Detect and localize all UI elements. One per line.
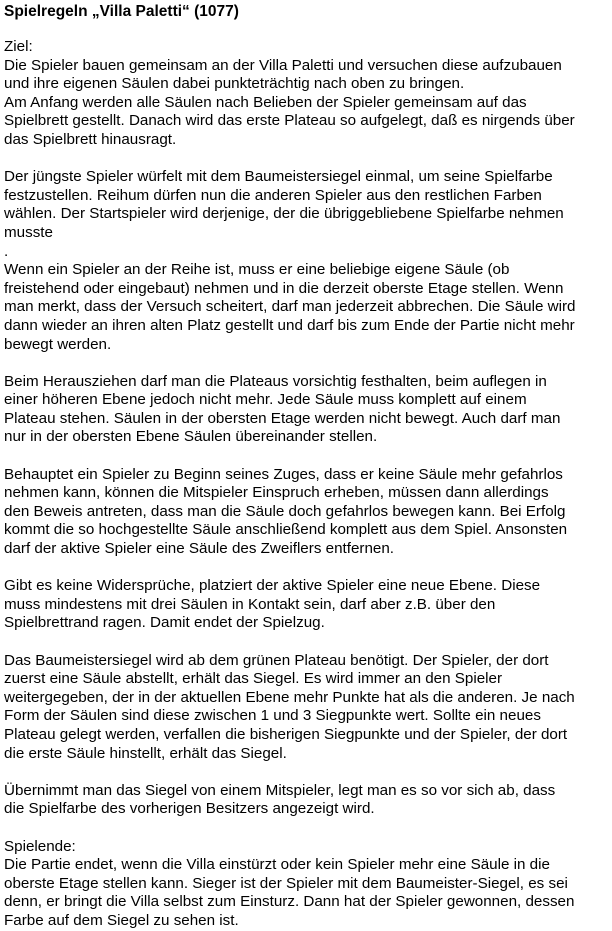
text-line: Spielbrett gestellt. Danach wird das erste Plateau so aufgelegt, daß es nirgends über — [4, 112, 575, 130]
text-line: zuerst eine Säule abstellt, erhält das Siegel. Es wird immer an den Spieler — [4, 670, 503, 688]
paragraph — [4, 838, 610, 931]
text-line: Beim Herausziehen darf man die Plateaus vorsichtig festhalten, beim auflegen in — [4, 372, 547, 390]
text-line: die Spielfarbe des vorherigen Besitzers angezeigt wird. — [4, 800, 375, 818]
paragraph-gap — [4, 559, 610, 578]
text-line: Farbe auf dem Siegel zu sehen ist. — [4, 911, 239, 929]
paragraph — [4, 652, 610, 764]
text-line: denn, er bringt die Villa selbst zum Einsturz. Dann hat der Spieler gewonnen, dessen — [4, 893, 575, 911]
text-line: darf der aktive Spieler eine Säule des Zweiflers entfernen. — [4, 540, 395, 558]
paragraph — [4, 466, 610, 559]
text-line: Am Anfang werden alle Säulen nach Belieben der Spieler gemeinsam auf das — [4, 93, 527, 111]
text-line: Plateau stehen. Säulen in der obersten Etage werden nicht bewegt. Auch darf man — [4, 409, 561, 427]
rules-document — [4, 0, 610, 931]
text-line: festzustellen. Reihum dürfen nun die anderen Spieler aus den restlichen Farben — [4, 186, 542, 204]
text-line: Spielbrettrand ragen. Damit endet der Spielzug. — [4, 614, 325, 632]
text-line: Die Partie endet, wenn die Villa einstürzt oder kein Spieler mehr eine Säule in die — [4, 856, 550, 874]
text-line: nur in der obersten Ebene Säulen übereinander stellen. — [4, 428, 378, 446]
text-line: freistehend oder eingebaut) nehmen und in die derzeit oberste Etage stellen. Wenn — [4, 279, 564, 297]
text-line: nehmen kann, können die Mitspieler Einspruch erheben, müssen dann allerdings — [4, 484, 549, 502]
text-line: einer höheren Ebene jedoch nicht mehr. Jede Säule muss komplett auf einem — [4, 391, 527, 409]
text-line: Das Baumeistersiegel wird ab dem grünen Plateau benötigt. Der Spieler, der dort — [4, 651, 549, 669]
text-line: bewegt werden. — [4, 335, 112, 353]
text-line: Ziel: — [4, 38, 33, 55]
text-line: wählen. Der Startspieler wird derjenige, der die übriggebliebene Spielfarbe nehmen — [4, 205, 564, 223]
text-line: Behauptet ein Spieler zu Beginn seines Zuges, dass er keine Säule mehr gefahrlos — [4, 465, 563, 483]
paragraph-gap — [4, 447, 610, 466]
text-line: Der jüngste Spieler würfelt mit dem Baumeistersiegel einmal, um seine Spielfarbe — [4, 168, 553, 186]
text-line: Spielende: — [4, 837, 76, 855]
text-line: . — [4, 242, 9, 260]
text-line: muss mindestens mit drei Säulen in Kontakt sein, darf aber z.B. über den — [4, 595, 496, 613]
paragraph — [4, 38, 610, 150]
paragraph — [4, 373, 610, 447]
text-line: dann wieder an ihren alten Platz gestellt und darf bis zum Ende der Partie nicht mehr — [4, 316, 575, 334]
text-line: die erste Säule hinstellt, erhält das Siegel. — [4, 744, 287, 762]
text-line: oberste Etage stellen kann. Sieger ist der Spieler mit dem Baumeister-Siegel, es sei — [4, 874, 568, 892]
paragraph — [4, 782, 610, 819]
text-line: Form der Säulen sind diese zwischen 1 und 3 Siegpunkte wert. Sollte ein neues — [4, 707, 541, 725]
paragraph — [4, 168, 610, 354]
document-body — [4, 38, 610, 931]
text-line: kommt die so hochgestellte Säule anschließend komplett aus dem Spiel. Ansonsten — [4, 521, 568, 539]
paragraph-gap — [4, 354, 610, 373]
text-line: Wenn ein Spieler an der Reihe ist, muss er eine beliebige eigene Säule (ob — [4, 261, 510, 279]
text-line: Gibt es keine Widersprüche, platziert der aktive Spieler eine neue Ebene. Diese — [4, 577, 541, 595]
text-line: Übernimmt man das Siegel von einem Mitspieler, legt man es so vor sich ab, dass — [4, 781, 556, 799]
text-line: man merkt, dass der Versuch scheitert, darf man jederzeit abbrechen. Die Säule wird — [4, 298, 576, 316]
paragraph — [4, 577, 610, 633]
text-line: Die Spieler bauen gemeinsam an der Villa Paletti und versuchen diese aufzubauen — [4, 56, 562, 74]
text-line: musste — [4, 223, 53, 241]
text-line: den Beweis antreten, dass man die Säule doch gefahrlos bewegen kann. Bei Erfolg — [4, 502, 566, 520]
text-line: Plateau gelegt werden, verfallen die bisherigen Siegpunkte und der Spieler, der dort — [4, 725, 568, 743]
text-line: weitergegeben, der in der aktuellen Ebene mehr Punkte hat als die anderen. Je nach — [4, 688, 575, 706]
paragraph-gap — [4, 763, 610, 782]
paragraph-gap — [4, 633, 610, 652]
paragraph-gap — [4, 819, 610, 838]
text-line: und ihre eigenen Säulen dabei punkteträchtig nach oben zu bringen. — [4, 75, 465, 93]
text-line: das Spielbrett hinausragt. — [4, 130, 177, 148]
paragraph-gap — [4, 150, 610, 169]
document-title: Spielregeln „Villa Paletti“ (1077) — [4, 3, 239, 20]
